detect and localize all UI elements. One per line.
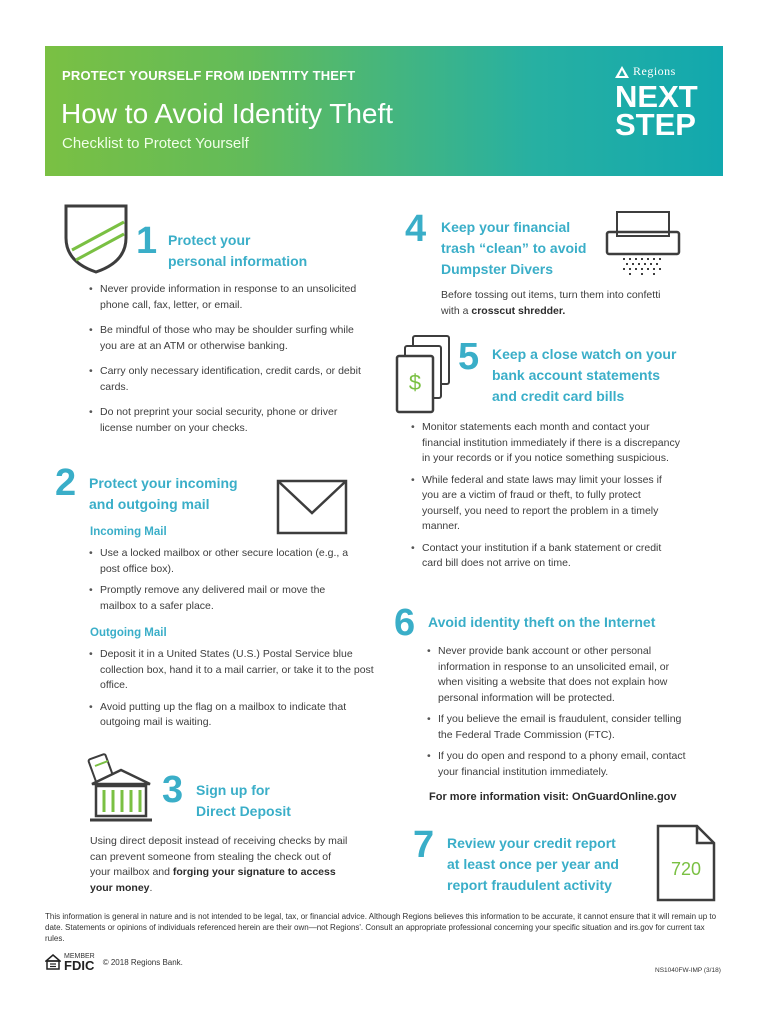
fdic-logo	[45, 953, 95, 972]
page-title: How to Avoid Identity Theft	[61, 98, 394, 129]
outgoing-mail-list	[89, 647, 389, 731]
section-3-paragraph: Using direct deposit instead of receiving checks by mail can prevent someone from stealing the check out of your mailbox and forging your signature to access your money.	[90, 835, 348, 894]
document-code: NS1040FW-IMP (3/18)	[655, 967, 721, 974]
list-item: • Do not preprint your social security, phone or driver license number on your checks.	[89, 405, 369, 436]
section-1-number: 1	[136, 220, 158, 262]
section-2-title: Protect your incoming and outgoing mail	[89, 475, 238, 512]
shield-icon	[62, 202, 130, 276]
list-item: • Never provide information in response to an unsolicited phone call, fax, letter, or email.	[89, 282, 369, 313]
section-5-title: Keep a close watch on your bank account statements and credit card bills	[492, 346, 677, 404]
page-subtitle: Checklist to Protect Yourself	[62, 135, 249, 152]
regions-pyramid-icon	[615, 66, 629, 78]
bills-icon	[393, 334, 455, 416]
shredder-icon	[603, 210, 683, 280]
list-item: • Deposit it in a United States (U.S.) Postal Service blue collection box, hand it to a mail carrier, or take it to the post office.	[89, 647, 389, 694]
brand-step: STEP	[615, 107, 696, 142]
list-item: • Monitor statements each month and contact your financial institution immediately if there is a discrepancy in your records or if you notice something suspicious.	[411, 420, 681, 467]
section-3-title: Sign up for Direct Deposit	[196, 782, 291, 819]
more-info-link[interactable]: For more information visit: OnGuardOnline.gov	[429, 791, 677, 803]
section-6-number: 6	[394, 602, 416, 644]
svg-text:$: $	[408, 370, 422, 395]
section-4-title: Keep your financial trash “clean” to avoid Dumpster Divers	[441, 219, 587, 277]
list-item: • If you do open and respond to a phony email, contact your financial institution immediately.	[427, 749, 695, 780]
fdic-label: FDIC	[64, 958, 95, 973]
section-3-number: 3	[162, 769, 184, 811]
copyright: © 2018 Regions Bank.	[102, 958, 183, 967]
svg-text:720: 720	[670, 859, 702, 879]
section-2-number: 2	[55, 462, 77, 504]
disclaimer: This information is general in nature and is not intended to be legal, tax, or financial advice. Although Regions believes this information to be accurate, it cannot ensure that it will remain up to date. Statements or opinions of individuals referenced herein are their own—not Regions'. Consult an appropriate professional concerning your specific situation and irs.gov for current tax rules.	[45, 912, 717, 943]
section-7-title: Review your credit report at least once per year and report fraudulent activity	[447, 835, 619, 893]
list-item: • Use a locked mailbox or other secure location (e.g., a post office box).	[89, 546, 364, 577]
list-item: • Never provide bank account or other personal information in response to an unsolicited email, or when visiting a website that does not explain how personal information will be protected.	[427, 644, 695, 706]
outgoing-mail-heading: Outgoing Mail	[90, 627, 167, 639]
section-1-title: Protect your personal information	[168, 232, 308, 269]
regions-wordmark: Regions	[615, 64, 715, 79]
credit-report-document-icon	[655, 823, 717, 903]
header-kicker: PROTECT YOURSELF FROM IDENTITY THEFT	[62, 68, 356, 83]
list-item: • While federal and state laws may limit your losses if you are a victim of fraud or theft, to fully protect yourself, you need to report the problem in a timely manner.	[411, 473, 681, 535]
brand-next: NEXT	[615, 79, 698, 114]
section-6-title: Avoid identity theft on the Internet	[428, 614, 656, 630]
incoming-mail-heading: Incoming Mail	[90, 526, 167, 538]
section-6-list	[427, 644, 695, 780]
list-item: • Promptly remove any delivered mail or move the mailbox to a safer place.	[89, 583, 364, 614]
fdic-member-label: MEMBER	[64, 953, 95, 960]
section-5-list	[411, 420, 681, 572]
brand-logo	[615, 64, 715, 142]
section-4-paragraph: Before tossing out items, turn them into confetti with a crosscut shredder.	[441, 289, 661, 317]
section-4-number: 4	[405, 208, 427, 250]
fdic-block	[45, 953, 183, 972]
header-banner	[45, 46, 723, 176]
incoming-mail-list	[89, 546, 364, 614]
envelope-icon	[276, 479, 348, 535]
bank-building-icon	[86, 750, 156, 826]
list-item: • Contact your institution if a bank statement or credit card bill does not arrive on time.	[411, 541, 681, 572]
equal-housing-icon	[45, 954, 61, 972]
list-item: • Be mindful of those who may be shoulder surfing while you are at an ATM or otherwise banking.	[89, 323, 369, 354]
list-item: • If you believe the email is fraudulent, consider telling the Federal Trade Commission (FTC).	[427, 712, 695, 743]
list-item: • Avoid putting up the flag on a mailbox to indicate that outgoing mail is waiting.	[89, 700, 389, 731]
section-5-number: 5	[458, 336, 480, 378]
section-7-number: 7	[413, 824, 435, 866]
section-1-list	[89, 282, 369, 436]
list-item: • Carry only necessary identification, credit cards, or debit cards.	[89, 364, 369, 395]
